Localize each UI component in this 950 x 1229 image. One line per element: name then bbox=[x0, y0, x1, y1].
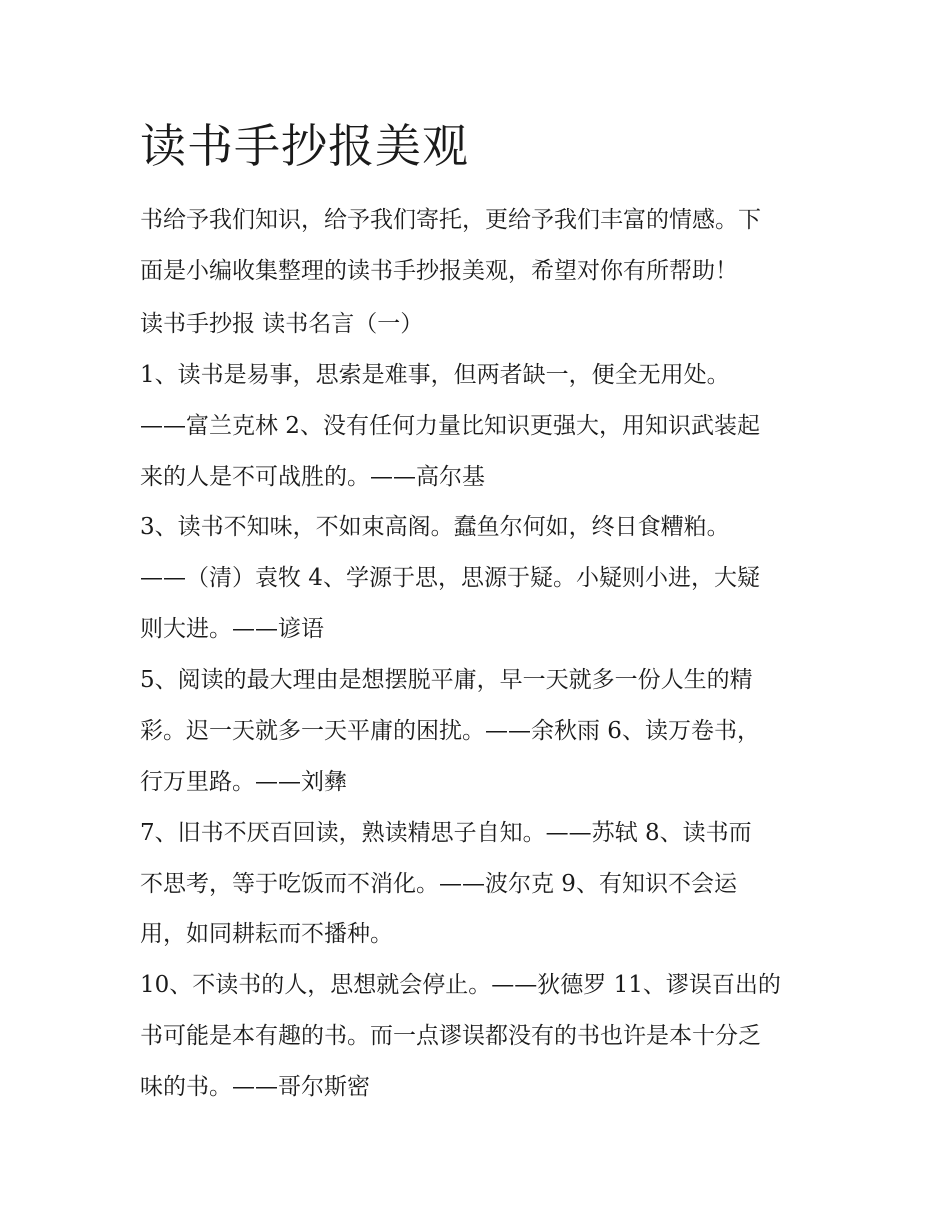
quote-line: 彩。迟一天就多一天平庸的困扰。——余秋雨 6、读万卷书， bbox=[140, 718, 760, 744]
quote-line: ——富兰克林 2、没有任何力量比知识更强大，用知识武装起 bbox=[140, 413, 760, 439]
quote-line: 书可能是本有趣的书。而一点谬误都没有的书也许是本十分乏 bbox=[140, 1023, 761, 1049]
quote-line: 3、读书不知味，不如束高阁。蠢鱼尔何如，终日食糟粕。 bbox=[140, 514, 730, 540]
intro-line-1: 书给予我们知识，给予我们寄托，更给予我们丰富的情感。下 bbox=[140, 207, 761, 233]
quote-line: 1、读书是易事，思索是难事，但两者缺一，便全无用处。 bbox=[140, 362, 730, 388]
quote-line: 5、阅读的最大理由是想摆脱平庸，早一天就多一份人生的精 bbox=[140, 667, 753, 693]
quote-line: 10、不读书的人，思想就会停止。——狄德罗 11、谬误百出的 bbox=[140, 972, 781, 998]
quote-line: 则大进。——谚语 bbox=[140, 616, 324, 642]
quote-line: 用，如同耕耘而不播种。 bbox=[140, 921, 393, 947]
section-heading: 读书手抄报 读书名言（一） bbox=[140, 311, 424, 337]
quote-line: 行万里路。——刘彝 bbox=[140, 769, 347, 795]
quote-line: 味的书。——哥尔斯密 bbox=[140, 1074, 370, 1100]
quote-line: 7、旧书不厌百回读，熟读精思子自知。——苏轼 8、读书而 bbox=[140, 820, 752, 846]
intro-line-2: 面是小编收集整理的读书手抄报美观，希望对你有所帮助！ bbox=[140, 258, 738, 284]
quote-line: 来的人是不可战胜的。——高尔基 bbox=[140, 464, 485, 490]
page-title: 读书手抄报美观 bbox=[140, 119, 469, 173]
quote-line: 不思考，等于吃饭而不消化。——波尔克 9、有知识不会运 bbox=[140, 871, 737, 897]
quote-line: ——（清）袁牧 4、学源于思，思源于疑。小疑则小进，大疑 bbox=[140, 565, 760, 591]
